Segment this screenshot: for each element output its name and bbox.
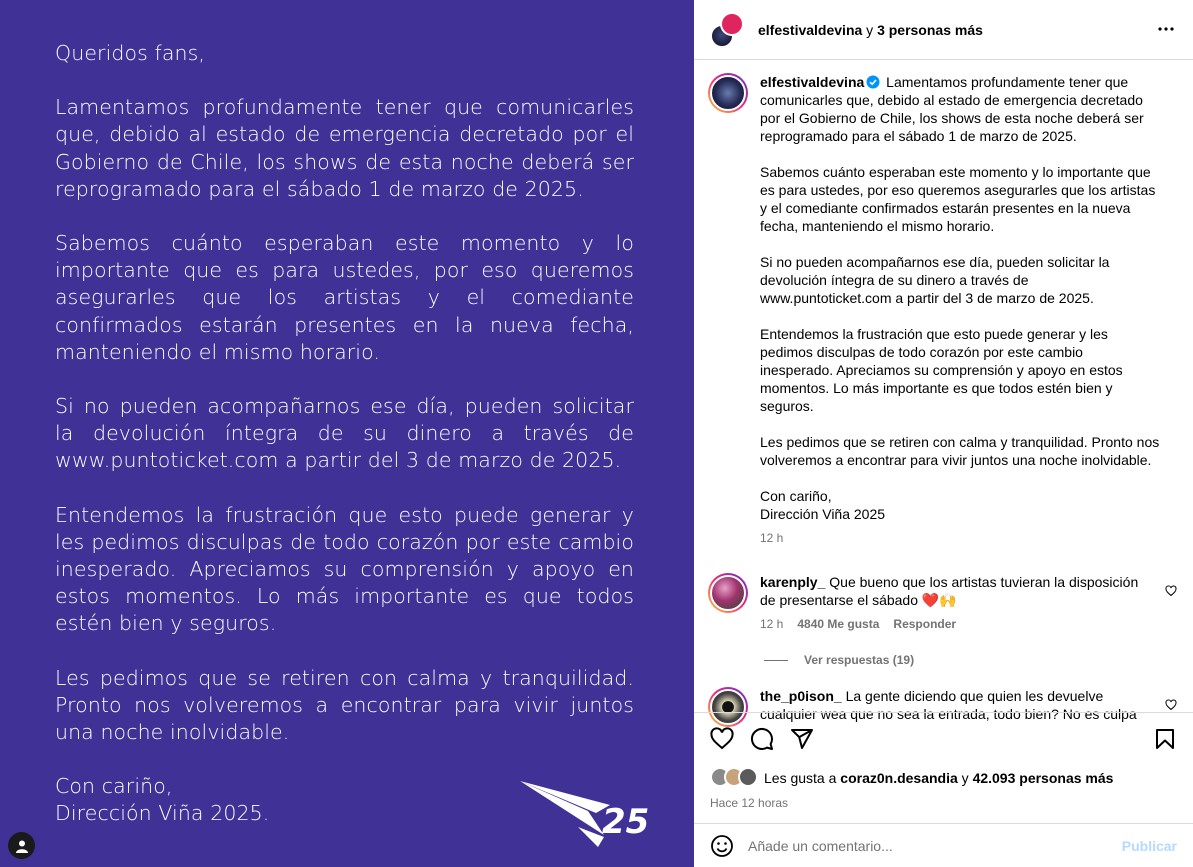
caption-avatar[interactable] <box>708 73 748 113</box>
comment-username[interactable]: the_p0ison_ <box>760 688 842 704</box>
caption-signature <box>760 487 1160 523</box>
post-details-panel <box>694 0 1193 867</box>
comment-icon <box>750 727 774 751</box>
liker-avatars <box>710 767 760 789</box>
letter-paragraph: Lamentamos profundamente tener que comunicarles que, debido al estado de emergencia decretado por el Gobierno de Chile, los shows de esta noche deberá ser reprogramado para el sábado 1 de marzo de 2025. <box>55 95 634 201</box>
like-button[interactable] <box>710 727 734 751</box>
post-caption <box>694 61 1193 547</box>
comment-time[interactable]: 12 h <box>760 617 784 631</box>
collaborator-avatars[interactable] <box>710 12 746 48</box>
header-others[interactable]: 3 personas más <box>877 21 983 38</box>
replies-divider <box>764 660 788 661</box>
heart-icon <box>710 727 734 751</box>
tagged-users-button[interactable] <box>8 832 35 859</box>
collaborators <box>758 22 983 38</box>
comment-text: La gente diciendo que quien les devuelve cualquier wea que no sea la entrada, todo bien? No es culpa <box>760 688 1137 722</box>
share-button[interactable] <box>790 727 814 751</box>
caption-sign-line: Con cariño, <box>760 488 832 504</box>
comment-button[interactable] <box>750 727 774 751</box>
caption-paragraph: Si no pueden acompañarnos ese día, pueden solicitar la devolución íntegra de su dinero a través de www.puntoticket.com a partir del 3 de marzo de 2025. <box>760 254 1110 306</box>
letter-text <box>55 40 634 828</box>
vina-2025-logo <box>518 775 663 847</box>
emoji-button[interactable] <box>710 834 734 858</box>
caption-username[interactable]: elfestivaldevina <box>760 74 865 90</box>
likes-connector: y <box>961 770 969 786</box>
letter-paragraph: Sabemos cuánto esperaban este momento y lo importante que es para ustedes, por eso queremos asegurarles que los artistas y el comediante confirmados estarán presentes en la nueva fecha, manteniendo el mismo horario. <box>55 231 634 364</box>
comment-like-icon[interactable] <box>1165 699 1177 711</box>
comment-avatar[interactable] <box>708 573 748 613</box>
post-time[interactable]: Hace 12 horas <box>710 796 789 810</box>
comment-text: Que bueno que los artistas tuvieran la disposición de presentarse el sábado ❤️🙌 <box>760 574 1139 608</box>
caption-paragraph: Sabemos cuánto esperaban este momento y lo importante que es para ustedes, por eso queremos asegurarles que los artistas y el comediante confirmados estarán presentes en la nueva fecha, manteniendo el mismo horario. <box>760 164 1156 234</box>
letter-signature: Dirección Viña 2025. <box>55 801 270 826</box>
liker-username[interactable]: coraz0n.desandia <box>840 770 958 786</box>
caption-sign-name: Dirección Viña 2025 <box>760 506 886 522</box>
emoji-icon <box>710 834 734 858</box>
likes-prefix: Les gusta a <box>764 770 837 786</box>
comment-input[interactable] <box>748 838 1122 854</box>
comment-likes[interactable]: 4840 Me gusta <box>797 617 880 631</box>
letter-paragraph: Entendemos la frustración que esto puede generar y les pedimos disculpas de todo corazón por este cambio inesperado. Apreciamos su comprensión y apoyo en estos momentos. Lo más importante es que todos estén bien y seguros. <box>55 502 634 636</box>
send-icon <box>790 727 814 751</box>
caption-paragraph: Les pedimos que se retiren con calma y tranquilidad. Pronto nos volveremos a encontrar para vivir juntos una noche inolvidable. <box>760 434 1160 468</box>
post-actions <box>694 712 1193 810</box>
comments-section[interactable] <box>694 61 1193 722</box>
avatar <box>720 12 744 36</box>
save-button[interactable] <box>1153 727 1177 751</box>
caption-paragraph: Lamentamos profundamente tener que comunicarles que, debido al estado de emergencia decretado por el Gobierno de Chile, los shows de esta noche deberá ser reprogramado para el sábado 1 de marzo de 2025. <box>760 74 1144 144</box>
letter-paragraph: Les pedimos que se retiren con calma y tranquilidad. Pronto nos volveremos a encontrar para vivir juntos una noche inolvidable. <box>55 665 634 745</box>
post-header <box>694 0 1193 60</box>
bookmark-icon <box>1153 727 1177 751</box>
view-replies-label: Ver respuestas (19) <box>804 653 915 667</box>
comment-reply-button[interactable]: Responder <box>893 617 957 631</box>
add-comment-bar <box>694 823 1193 867</box>
verified-badge-icon <box>866 75 880 89</box>
caption-paragraph: Entendemos la frustración que esto puede generar y les pedimos disculpas de todo corazón por este cambio inesperado. Apreciamos su comprensión y apoyo en estos momentos. Lo más importante es que todos estén bien y seguros. <box>760 326 1123 414</box>
comment-like-icon[interactable] <box>1165 585 1177 597</box>
view-replies-button[interactable] <box>764 653 1193 667</box>
comment-username[interactable]: karenply_ <box>760 574 826 590</box>
comment-meta <box>760 615 1152 633</box>
letter-greeting: Queridos fans, <box>55 41 205 65</box>
publish-button[interactable]: Publicar <box>1121 837 1177 854</box>
header-connector: y <box>866 21 874 38</box>
letter-closing-line: Con cariño, <box>55 774 173 799</box>
user-icon <box>15 839 29 853</box>
logo-25-text: 25 <box>602 802 650 842</box>
letter-paragraph: Si no pueden acompañarnos ese día, pueden solicitar la devolución íntegra de su dinero a través de www.puntoticket.com a partir del 3 de marzo de 2025. <box>55 394 634 473</box>
caption-time[interactable]: 12 h <box>760 531 784 545</box>
comment-item <box>694 573 1193 633</box>
header-username[interactable]: elfestivaldevina <box>758 21 863 38</box>
likes-summary <box>710 765 1177 791</box>
likes-count[interactable]: 42.093 personas más <box>972 770 1114 786</box>
more-options-icon[interactable] <box>1157 20 1175 38</box>
